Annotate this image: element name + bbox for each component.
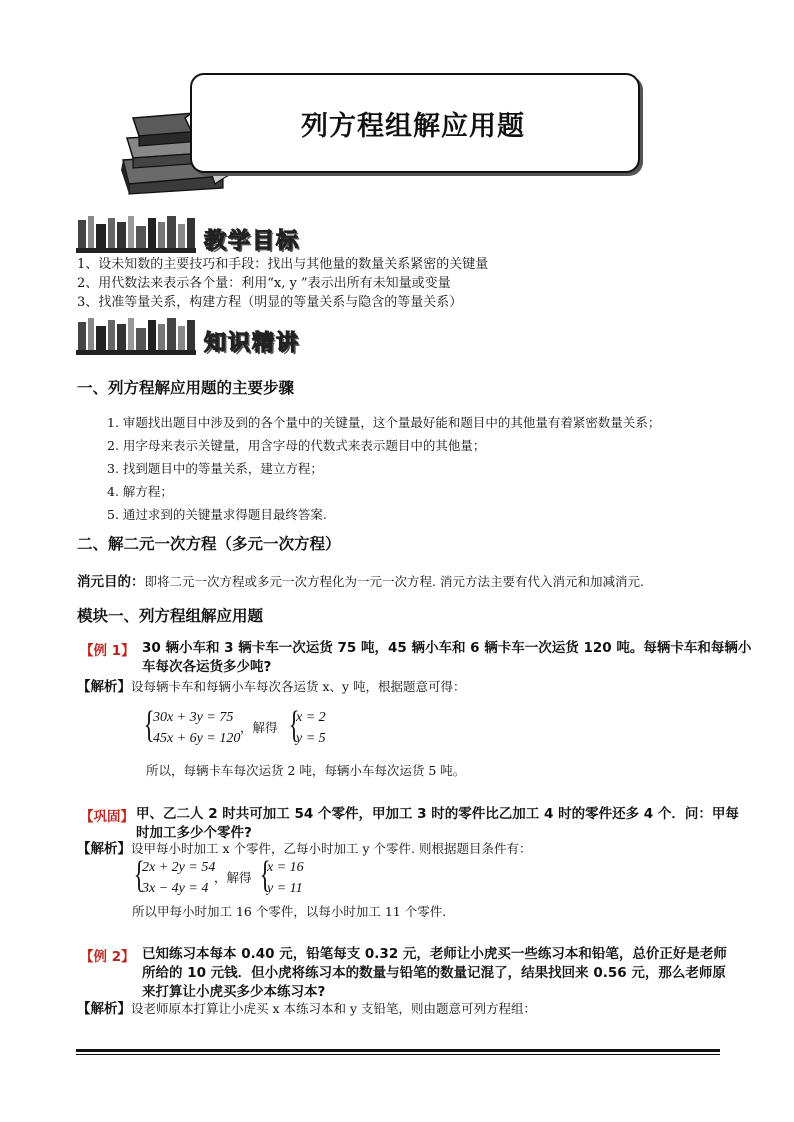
equation: 3x − 4y = 4 — [142, 881, 209, 896]
equation: 45x + 6y = 120 — [153, 731, 241, 746]
solve-label: ，解得 — [240, 720, 278, 735]
list-item: 1. 审题找出题目中涉及到的各个量中的关键量，这个量最好能和题目中的其他量有着紧密数量关系； — [107, 415, 661, 430]
page-title: 列方程组解应用题 — [301, 111, 525, 142]
analysis-text — [77, 1000, 536, 1018]
answer-text: 所以甲每小时加工 16 个零件，以每小时加工 11 个零件. — [132, 904, 447, 919]
example-tag: 【例 1】 — [80, 643, 135, 659]
list-item: 2. 用字母来表示关键量，用含字母的代数式来表示题目中的其他量； — [107, 438, 486, 453]
brace-symbol: { — [288, 704, 300, 746]
list-item: 5. 通过求到的关键量求得题目最终答案. — [107, 507, 327, 522]
analysis-label: 【解析】 — [77, 679, 131, 695]
analysis-body: 设老师原本打算让小虎买 x 本练习本和 y 支铅笔，则由题意可列方程组： — [131, 1001, 537, 1016]
purpose-text: 即将二元一次方程或多元一次方程化为一元一次方程. 消元方法主要有代入消元和加减消元. — [144, 574, 644, 589]
brace-symbol: { — [133, 854, 145, 896]
solution: x = 16 — [267, 860, 304, 875]
analysis-body: 设甲每小时加工 x 个零件，乙每小时加工 y 个零件. 则根据题目条件有： — [131, 841, 532, 856]
section-banner-goals: 教学目标 — [204, 229, 301, 254]
practice-tag: 【巩固】 — [80, 809, 134, 825]
example-question-line: 所给的 10 元钱．但小虎将练习本的数量与铅笔的数量记混了，结果找回来 0.56 元，那么老师原 — [142, 965, 726, 981]
equation: 30x + 3y = 75 — [153, 710, 234, 725]
section-banner-knowledge: 知识精讲 — [204, 331, 301, 356]
practice-question-line: 时加工多少个零件? — [136, 825, 252, 841]
footer-rule — [76, 1049, 720, 1052]
heading-steps: 一、列方程解应用题的主要步骤 — [77, 379, 295, 397]
analysis-text — [77, 840, 531, 858]
equation: 2x + 2y = 54 — [142, 860, 216, 875]
brace-symbol: { — [143, 704, 155, 746]
goal-item-3: 3、找准等量关系，构建方程（明显的等量关系与隐含的等量关系） — [77, 295, 463, 310]
steps-list — [107, 413, 660, 528]
bookshelf-banner-icon — [76, 214, 196, 254]
solve-label: ，解得 — [214, 870, 252, 885]
purpose-label: 消元目的： — [77, 574, 145, 590]
solution: y = 5 — [296, 731, 326, 746]
solution: x = 2 — [296, 710, 326, 725]
analysis-text — [77, 678, 466, 696]
goal-item-2: 2、用代数法来表示各个量：利用“x, y ”表示出所有未知量或变量 — [77, 276, 451, 291]
heading-equations: 二、解二元一次方程（多元一次方程） — [77, 535, 341, 553]
practice-question-line: 甲、乙二人 2 时共可加工 54 个零件，甲加工 3 时的零件比乙加工 4 时的零件还多 4 个．问：甲每 — [136, 806, 739, 822]
example-question-line: 已知练习本每本 0.40 元，铅笔每支 0.32 元，老师让小虎买一些练习本和铅笔，总价正好是老师 — [142, 946, 727, 962]
example-question-line: 30 辆小车和 3 辆卡车一次运货 75 吨，45 辆小车和 6 辆卡车一次运货 120 吨。每辆卡车和每辆小 — [142, 640, 752, 656]
heading-module: 模块一、列方程组解应用题 — [77, 607, 264, 625]
list-item: 4. 解方程； — [107, 484, 173, 499]
analysis-label: 【解析】 — [77, 1001, 131, 1017]
example-tag: 【例 2】 — [80, 949, 135, 965]
analysis-body: 设每辆卡车和每辆小车每次各运货 x、y 吨，根据题意可得： — [131, 679, 466, 694]
purpose-line — [77, 570, 644, 590]
answer-text: 所以，每辆卡车每次运货 2 吨，每辆小车每次运货 5 吨。 — [146, 763, 466, 778]
example-question-line: 来打算让小虎买多少本练习本? — [142, 984, 326, 1000]
footer-rule — [76, 1054, 720, 1055]
brace-symbol: { — [259, 854, 271, 896]
analysis-label: 【解析】 — [77, 841, 131, 857]
bookshelf-banner-icon — [76, 316, 196, 356]
solution: y = 11 — [267, 881, 303, 896]
example-question-line: 车每次各运货多少吨? — [142, 659, 272, 675]
goal-item-1: 1、设未知数的主要技巧和手段：找出与其他量的数量关系紧密的关键量 — [77, 257, 489, 272]
list-item: 3. 找到题目中的等量关系，建立方程； — [107, 461, 323, 476]
